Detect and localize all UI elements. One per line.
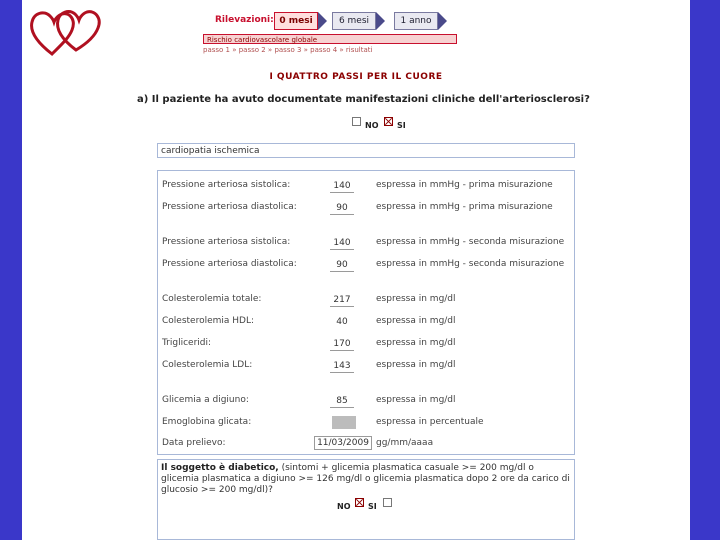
cholesterol-ldl-label: Colesterolemia LDL:: [162, 360, 253, 370]
hba1c-unit: espressa in percentuale: [376, 417, 484, 427]
diastolic-2-unit: espressa in mmHg - seconda misurazione: [376, 259, 565, 269]
page-title: I QUATTRO PASSI PER IL CUORE: [269, 72, 443, 82]
passi-breadcrumb[interactable]: passo 1 » passo 2 » passo 3 » passo 4 » risultati: [203, 46, 373, 54]
cholesterol-hdl-label: Colesterolemia HDL:: [162, 316, 255, 326]
si-label: SI: [397, 121, 406, 130]
date-input[interactable]: 11/03/2009: [314, 436, 372, 450]
diastolic-label: Pressione arteriosa diastolica:: [162, 202, 297, 212]
chevron-right-icon: [376, 12, 385, 30]
diastolic-2-input[interactable]: 90: [330, 260, 354, 272]
cholesterol-hdl-input[interactable]: 40: [336, 317, 348, 327]
cholesterol-total-input[interactable]: 217: [330, 295, 354, 307]
hba1c-label: Emoglobina glicata:: [162, 417, 252, 427]
diastolic-1-input[interactable]: 90: [330, 203, 354, 215]
measurements-panel: [157, 170, 575, 455]
hearts-logo-icon: [28, 4, 106, 60]
diabetes-si-label: SI: [368, 502, 377, 511]
chevron-right-icon: [438, 12, 447, 30]
no-label: NO: [365, 121, 379, 130]
hba1c-input[interactable]: [332, 416, 356, 429]
risk-title-bar: Rischio cardiovascolare globale: [203, 34, 457, 44]
date-label: Data prelievo:: [162, 438, 226, 448]
systolic-1-input[interactable]: 140: [330, 181, 354, 193]
condition-field[interactable]: cardiopatia ischemica: [157, 143, 575, 158]
triglycerides-label: Trigliceridi:: [162, 338, 212, 348]
glycemia-label: Glicemia a digiuno:: [162, 395, 249, 405]
systolic-label: Pressione arteriosa sistolica:: [162, 237, 291, 247]
chevron-right-icon: [318, 12, 327, 30]
triglycerides-unit: espressa in mg/dl: [376, 338, 456, 348]
diabetes-question: Il soggetto è diabetico, (sintomi + glicemia plasmatica casuale >= 200 mg/dl o glicemia plasmatica a digiuno >= 126 mg/dl o glicemia plasmatica dopo 2 ore da carico di glucosio >= 200 mg/dl)?: [161, 463, 570, 495]
date-format: gg/mm/aaaa: [376, 438, 434, 448]
step-0-mesi[interactable]: 0 mesi: [274, 12, 318, 30]
step-6-mesi[interactable]: 6 mesi: [332, 12, 376, 30]
cholesterol-hdl-unit: espressa in mg/dl: [376, 316, 456, 326]
si-checkbox[interactable]: [384, 117, 393, 126]
triglycerides-input[interactable]: 170: [330, 339, 354, 351]
glycemia-input[interactable]: 85: [330, 396, 354, 408]
diastolic-1-unit: espressa in mmHg - prima misurazione: [376, 202, 553, 212]
step-1-anno[interactable]: 1 anno: [394, 12, 438, 30]
form-page: [22, 0, 690, 540]
diastolic-label: Pressione arteriosa diastolica:: [162, 259, 297, 269]
glycemia-unit: espressa in mg/dl: [376, 395, 456, 405]
diabetes-si-checkbox[interactable]: [383, 498, 392, 507]
systolic-1-unit: espressa in mmHg - prima misurazione: [376, 180, 553, 190]
systolic-2-input[interactable]: 140: [330, 238, 354, 250]
systolic-label: Pressione arteriosa sistolica:: [162, 180, 291, 190]
systolic-2-unit: espressa in mmHg - seconda misurazione: [376, 237, 565, 247]
no-checkbox[interactable]: [352, 117, 361, 126]
cholesterol-ldl-unit: espressa in mg/dl: [376, 360, 456, 370]
cholesterol-total-unit: espressa in mg/dl: [376, 294, 456, 304]
rilevazioni-label: Rilevazioni:: [215, 15, 274, 25]
diabetes-no-checkbox[interactable]: [355, 498, 364, 507]
cholesterol-total-label: Colesterolemia totale:: [162, 294, 262, 304]
cholesterol-ldl-input[interactable]: 143: [330, 361, 354, 373]
diabetes-no-label: NO: [337, 502, 351, 511]
question-arteriosclerosi: a) Il paziente ha avuto documentate manifestazioni cliniche dell'arteriosclerosi?: [137, 94, 590, 105]
